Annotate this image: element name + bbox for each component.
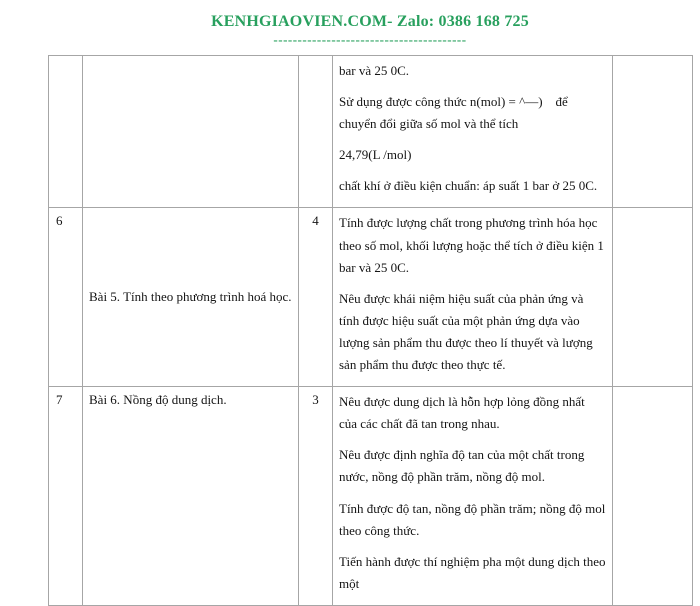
cell-lesson — [83, 56, 299, 208]
cell-lesson: Bài 5. Tính theo phương trình hoá học. — [83, 208, 299, 387]
cell-objectives — [333, 387, 613, 606]
cell-lesson: Bài 6. Nồng độ dung dịch. — [83, 387, 299, 606]
objective-paragraph: Nêu được khái niệm hiệu suất của phản ứng và tính được hiệu suất của một phản ứng dựa vào lượng sản phẩm thu được theo lí thuyết và lượng sản phẩm thu được theo thực tế. — [339, 290, 593, 373]
cell-notes — [613, 208, 693, 387]
cell-objectives — [333, 56, 613, 208]
cell-periods: 4 — [299, 208, 333, 387]
objective-paragraph: Tiến hành được thí nghiệm pha một dung dịch theo một — [339, 553, 606, 591]
objective-paragraph: 24,79(L /mol) — [339, 147, 412, 163]
objective-paragraph: Tính được lượng chất trong phương trình hóa học theo số mol, khối lượng hoặc thể tích ở điều kiện 1 bar và 25 0C. — [339, 215, 604, 275]
objective-paragraph: bar và 25 0C. — [339, 63, 410, 78]
cell-index: 6 — [49, 208, 83, 387]
objective-paragraph: chất khí ở điều kiện chuẩn: áp suất 1 bar ở 25 0C. — [339, 178, 598, 194]
cell-objectives — [333, 208, 613, 387]
objective-paragraph: Nêu được dung dịch là hỗn hợp lỏng đồng nhất của các chất đã tan trong nhau. — [339, 394, 585, 432]
dashed-divider: ---------------------------------------- — [273, 32, 467, 47]
objective-paragraph: Nêu được định nghĩa độ tan của một chất trong nước, nồng độ phần trăm, nồng độ mol. — [339, 447, 585, 485]
cell-index: 7 — [49, 387, 83, 606]
table-row-continuation — [49, 56, 693, 208]
document-header — [0, 0, 700, 45]
cell-periods: 3 — [299, 387, 333, 606]
cell-notes — [613, 56, 693, 208]
cell-periods — [299, 56, 333, 208]
cell-index — [49, 56, 83, 208]
objective-paragraph: Tính được độ tan, nồng độ phần trăm; nồng độ mol theo công thức. — [339, 500, 606, 538]
lesson-plan-table — [48, 55, 693, 606]
table-row-6 — [49, 208, 693, 387]
table-row-7 — [49, 387, 693, 606]
site-banner-title: KENHGIAOVIEN.COM- Zalo: 0386 168 725 — [211, 13, 529, 30]
cell-notes — [613, 387, 693, 606]
objective-paragraph: Sử dụng được công thức n(mol) = ^—) để chuyển đổi giữa số mol và thể tích — [339, 94, 568, 132]
